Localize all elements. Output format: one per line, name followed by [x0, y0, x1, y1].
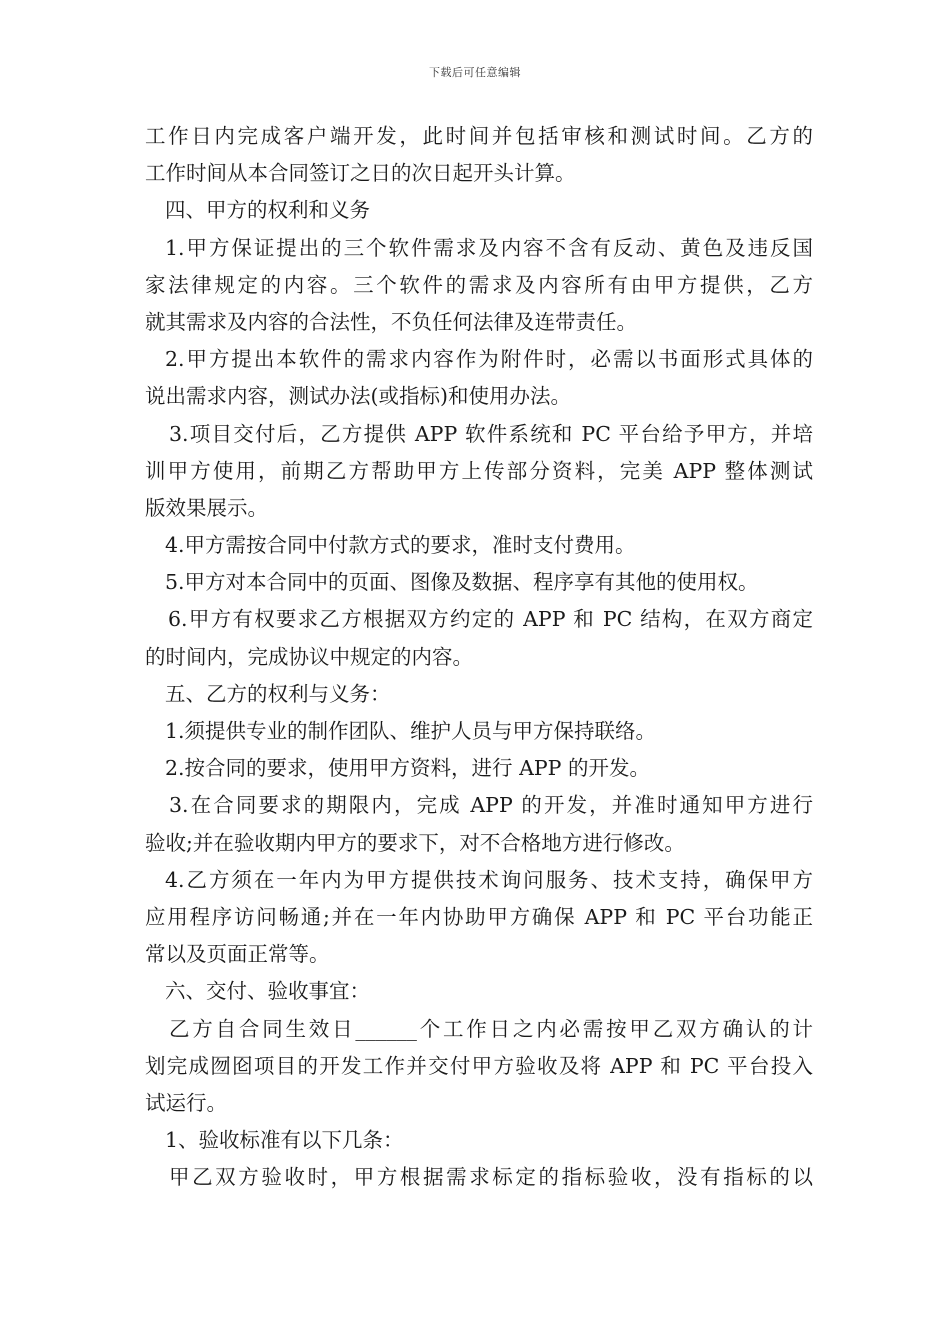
- text-line: 4.乙方须在一年内为甲方提供技术询问服务、技术支持，确保甲方: [165, 867, 813, 892]
- text-line: 应用程序访问畅通;并在一年内协助甲方确保 APP 和 PC 平台功能正: [145, 904, 813, 929]
- text-line: 4.甲方需按合同中付款方式的要求，准时支付费用。: [165, 533, 636, 558]
- text-line: 说出需求内容，测试办法(或指标)和使用办法。: [145, 384, 571, 409]
- text-line: 1.须提供专业的制作团队、维护人员与甲方保持联络。: [165, 719, 657, 743]
- section-heading: 五、乙方的权利与义务：: [165, 681, 391, 706]
- page-header: 下载后可任意编辑: [429, 66, 521, 79]
- text-line: 就其需求及内容的合法性，不负任何法律及连带责任。: [145, 309, 637, 334]
- text-line: 5.甲方对本合同中的页面、图像及数据、程序享有其他的使用权。: [165, 570, 759, 595]
- text-line: 甲乙双方验收时，甲方根据需求标定的指标验收，没有指标的以: [169, 1165, 813, 1190]
- text-line: 工作时间从本合同签订之日的次日起开头计算。: [145, 161, 576, 186]
- text-line: 训甲方使用，前期乙方帮助甲方上传部分资料，完美 APP 整体测试: [145, 458, 813, 483]
- text-line: 家法律规定的内容。三个软件的需求及内容所有由甲方提供，乙方: [145, 272, 813, 297]
- section-heading: 四、甲方的权利和义务: [165, 198, 370, 223]
- text-line: 3.在合同要求的期限内，完成 APP 的开发，并准时通知甲方进行: [169, 793, 813, 818]
- text-line: 2.甲方提出本软件的需求内容作为附件时，必需以书面形式具体的: [165, 347, 813, 372]
- text-line: 2.按合同的要求，使用甲方资料，进行 APP 的开发。: [165, 756, 650, 781]
- section-heading: 六、交付、验收事宜：: [165, 979, 370, 1004]
- text-line: 1.甲方保证提出的三个软件需求及内容不含有反动、黄色及违反国: [165, 235, 813, 260]
- text-line: 常以及页面正常等。: [145, 942, 330, 967]
- text-line: 版效果展示。: [145, 495, 268, 520]
- document-body: [145, 118, 813, 1196]
- text-line: 乙方自合同生效日______个工作日之内必需按甲乙双方确认的计: [169, 1016, 813, 1041]
- text-line: 试运行。: [145, 1090, 227, 1115]
- text-line: 3.项目交付后，乙方提供 APP 软件系统和 PC 平台给予甲方，并培: [169, 421, 813, 446]
- text-line: 的时间内，完成协议中规定的内容。: [145, 644, 473, 669]
- text-line: 6.甲方有权要求乙方根据双方约定的 APP 和 PC 结构，在双方商定: [168, 607, 813, 632]
- text-line: 验收;并在验收期内甲方的要求下，对不合格地方进行修改。: [145, 830, 685, 855]
- text-line: 工作日内完成客户端开发，此时间并包括审核和测试时间。乙方的: [145, 124, 813, 148]
- subsection-heading: 1、验收标准有以下几条：: [165, 1128, 404, 1153]
- text-line: 划完成囫囵项目的开发工作并交付甲方验收及将 APP 和 PC 平台投入: [145, 1053, 813, 1078]
